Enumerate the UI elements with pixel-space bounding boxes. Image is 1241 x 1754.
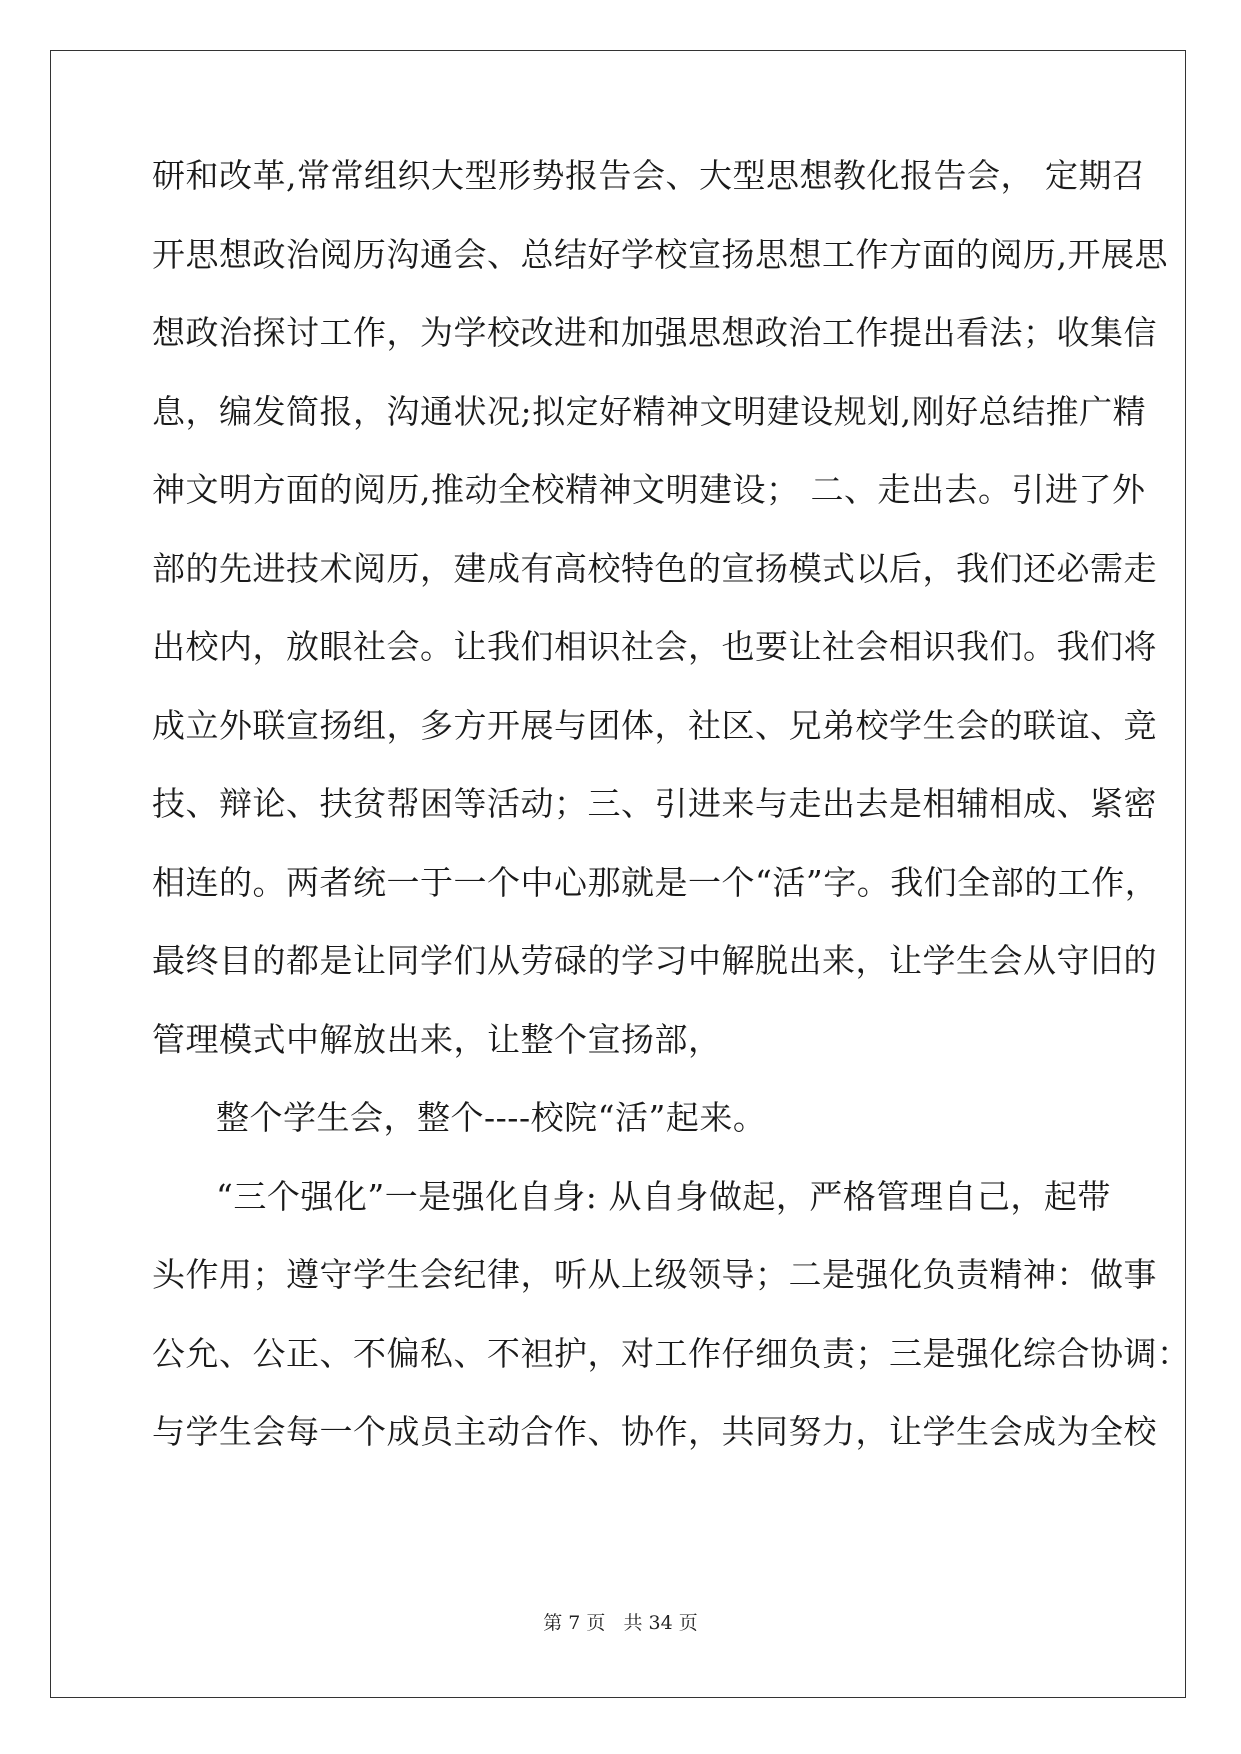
text-line-1: 研和改革,常常组织大型形势报告会、大型思想教化报告会， 定期召 [152,156,1146,195]
text-line-16: 公允、公正、不偏私、不袒护，对工作仔细负责；三是强化综合协调： [152,1333,1191,1373]
text-line-9: 技、辩论、扶贫帮困等活动；三、引进来与走出去是相辅相成、紧密 [152,784,1157,823]
text-line-2: 开思想政治阅历沟通会、总结好学校宣扬思想工作方面的阅历,开展思 [152,234,1168,274]
text-line-12: 管理模式中解放出来，让整个宣扬部， [152,1019,722,1059]
page-number-footer: 第 7 页 共 34 页 [543,1612,698,1634]
text-line-15: 头作用；遵守学生会纪律，听从上级领导；二是强化负责精神：做事 [152,1255,1157,1294]
text-line-14: “三个强化”一是强化自身: 从自身做起，严格管理自己，起带 [216,1176,1111,1216]
text-line-7: 出校内，放眼社会。让我们相识社会，也要让社会相识我们。我们将 [152,627,1157,666]
text-line-3: 想政治探讨工作，为学校改进和加强思想政治工作提出看法；收集信 [152,313,1157,352]
text-line-6: 部的先进技术阅历，建成有高校特色的宣扬模式以后，我们还必需走 [152,548,1157,588]
text-line-4: 息，编发简报，沟通状况;拟定好精神文明建设规划,刚好总结推广精 [152,391,1147,431]
text-line-10: 相连的。两者统一于一个中心那就是一个“活”字。我们全部的工作， [152,862,1159,902]
text-line-13: 整个学生会，整个----校院“活”起来。 [216,1098,767,1137]
text-line-8: 成立外联宣扬组，多方开展与团体，社区、兄弟校学生会的联谊、竞 [152,705,1157,745]
text-line-11: 最终目的都是让同学们从劳碌的学习中解脱出来，让学生会从守旧的 [152,941,1157,980]
text-line-5: 神文明方面的阅历,推动全校精神文明建设； 二、走出去。引进了外 [152,470,1146,509]
text-line-17: 与学生会每一个成员主动合作、协作，共同努力，让学生会成为全校 [152,1412,1157,1451]
document-body [152,155,1191,1490]
